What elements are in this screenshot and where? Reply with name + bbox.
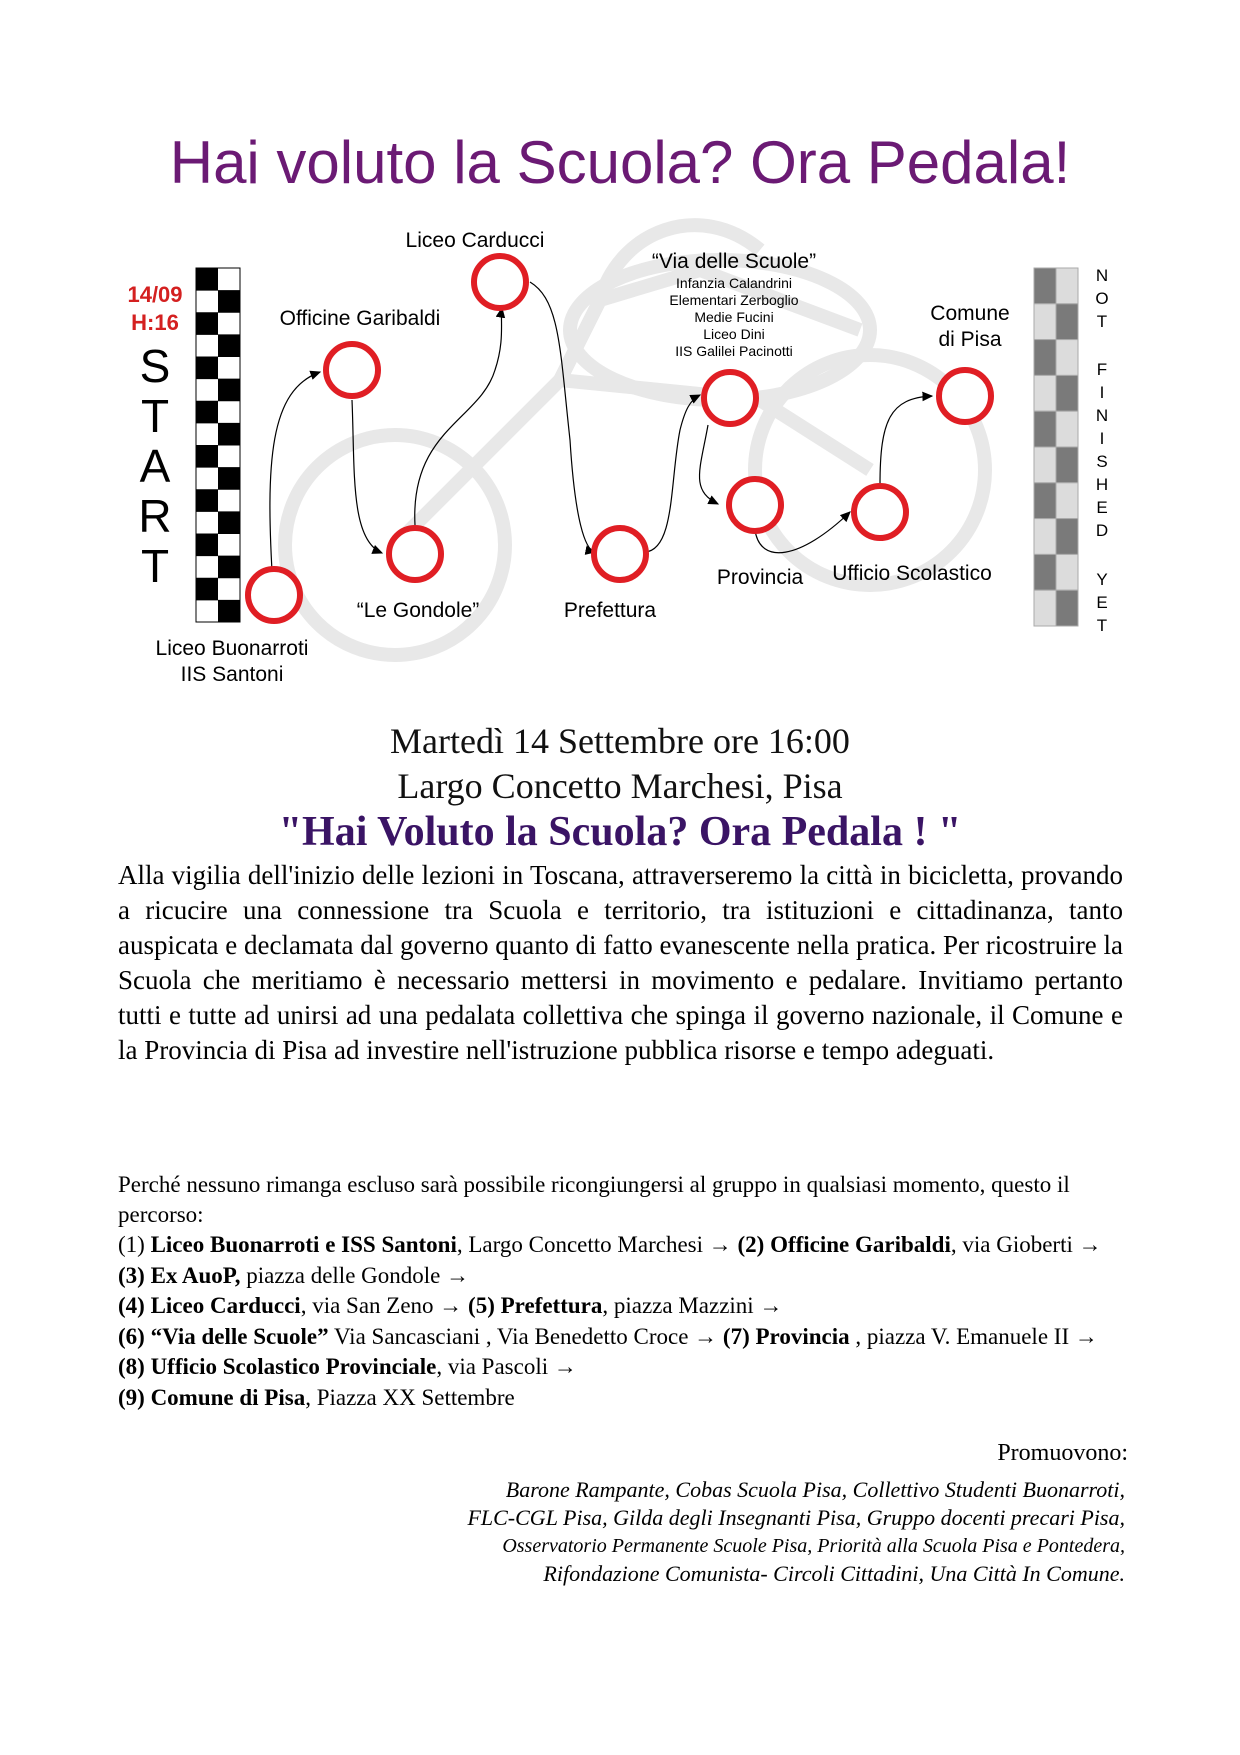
- stop-place: , via San Zeno →: [300, 1293, 463, 1318]
- stop-label-di-pisa: di Pisa: [938, 328, 1002, 351]
- cyclist-watermark-icon: [285, 225, 985, 655]
- stop-label-gondole: “Le Gondole”: [356, 599, 480, 622]
- stop-circle-buonarroti: [248, 569, 300, 621]
- event-date: Martedì 14 Settembre ore 16:00: [390, 721, 850, 761]
- stop-name: (9) Comune di Pisa: [118, 1384, 306, 1410]
- start-checkered-flag: [196, 268, 240, 623]
- flag-square: [1056, 483, 1078, 519]
- finish-label: [1095, 266, 1108, 635]
- stop-place: , Piazza XX Settembre: [305, 1384, 515, 1410]
- flag-square: [1056, 268, 1078, 304]
- flag-square: [1056, 340, 1078, 376]
- finish-letter: I: [1099, 383, 1105, 402]
- via-scuole-schools-list: [669, 275, 798, 359]
- finish-letter: H: [1095, 475, 1109, 494]
- stop-label-prefettura: Prefettura: [563, 599, 657, 622]
- start-letter: S: [139, 340, 171, 392]
- route-line: [118, 1322, 1128, 1383]
- school-name: IIS Galilei Pacinotti: [675, 343, 793, 359]
- stop-name: (6): [118, 1323, 151, 1349]
- stop-name: “Via delle Scuole”: [150, 1323, 329, 1349]
- flag-square: [1034, 340, 1056, 376]
- stop-label-ufficio: Ufficio Scolastico: [832, 562, 992, 585]
- start-letter: R: [138, 490, 172, 542]
- flag-square: [218, 290, 240, 313]
- stop-place: Via Sancasciani , Via Benedetto Croce →: [328, 1323, 718, 1349]
- stop-name: (8) Ufficio Scolastico Provinciale: [118, 1354, 437, 1379]
- promoter-line: Barone Rampante, Cobas Scuola Pisa, Collettivo Studenti Buonarroti,: [505, 1477, 1125, 1502]
- promoter-line: FLC-CGL Pisa, Gilda degli Insegnanti Pisa, Gruppo docenti precari Pisa,: [467, 1505, 1125, 1530]
- stop-circle-comune: [939, 370, 991, 422]
- stop-place: , via Pascoli →: [436, 1354, 577, 1379]
- flag-square: [1056, 519, 1078, 555]
- stop-name: Liceo Buonarroti e ISS Santoni: [150, 1232, 457, 1257]
- flag-square: [218, 379, 240, 402]
- stop-label-provincia: Provincia: [716, 566, 804, 589]
- stop-name: (5) Prefettura: [468, 1293, 603, 1318]
- stop-name: (4) Liceo Carducci: [118, 1293, 301, 1318]
- flag-square: [218, 423, 240, 446]
- flag-square: [1034, 447, 1056, 483]
- flag-square: [196, 578, 218, 601]
- flag-square: [196, 268, 218, 291]
- promoter-line: Rifondazione Comunista- Circoli Cittadini, Una Città In Comune.: [543, 1561, 1125, 1586]
- page-title: Hai voluto la Scuola? Ora Pedala!: [169, 129, 1071, 196]
- school-name: Liceo Dini: [703, 326, 765, 342]
- finish-letter: N: [1095, 406, 1109, 425]
- body-paragraph: Alla vigilia dell'inizio delle lezioni in Toscana, attraverseremo la città in bicicletta, provando a ricucire una connessione tra Scuola e territorio, tra istituzioni e cittadinanza, tanto auspicata e declamata dal governo quanto di fatto evanescente nella pratica. Per ricostruire la Scuola che meritiamo è necessario mettersi in movimento e pedalare. Invitiamo pertanto tutti e tutte ad unirsi ad una pedalata collettiva che spinga il governo nazionale, il Comune e la Provincia di Pisa ad investire nell'istruzione pubblica risorse e tempo adeguati.: [118, 860, 1123, 1065]
- finish-checkered-flag: [1034, 268, 1078, 626]
- stop-circle-carducci: [474, 256, 526, 308]
- route-line: [118, 1230, 1128, 1291]
- stop-place: , Largo Concetto Marchesi →: [456, 1232, 732, 1257]
- school-name: Medie Fucini: [694, 309, 774, 325]
- stop-number: (1): [118, 1232, 145, 1257]
- start-letter: A: [139, 440, 171, 492]
- finish-letter: O: [1095, 289, 1109, 308]
- finish-letter: D: [1095, 521, 1109, 540]
- stop-name: (3) Ex AuoP,: [118, 1262, 241, 1288]
- flag-square: [1056, 375, 1078, 411]
- flag-square: [218, 467, 240, 490]
- finish-letter: I: [1099, 429, 1105, 448]
- start-letter: T: [140, 540, 170, 592]
- stop-circle-via-scuole: [704, 372, 756, 424]
- flag-square: [1034, 590, 1056, 626]
- stop-label-via-scuole: “Via delle Scuole”: [651, 250, 817, 273]
- flag-square: [218, 600, 240, 623]
- route-line: [118, 1383, 1128, 1414]
- stop-circle-ufficio: [854, 486, 906, 538]
- flag-square: [1056, 411, 1078, 447]
- flag-square: [1056, 554, 1078, 590]
- promoters-label: Promuovono:: [997, 1440, 1128, 1466]
- stop-place: , piazza V. Emanuele II →: [849, 1323, 1098, 1349]
- stop-circle-garibaldi: [326, 344, 378, 396]
- finish-letter: S: [1096, 452, 1108, 471]
- flag-square: [1034, 304, 1056, 340]
- stop-circle-provincia: [729, 479, 781, 531]
- stop-place: , piazza Mazzini →: [602, 1293, 783, 1318]
- start-label: [138, 340, 171, 592]
- flag-square: [1056, 447, 1078, 483]
- stop-label-santoni: IIS Santoni: [180, 663, 284, 686]
- flag-square: [1056, 590, 1078, 626]
- flag-square: [1034, 483, 1056, 519]
- stop-label-carducci: Liceo Carducci: [405, 229, 545, 252]
- stop-place: piazza delle Gondole →: [240, 1262, 470, 1288]
- flag-square: [1034, 519, 1056, 555]
- event-place: Largo Concetto Marchesi, Pisa: [397, 766, 843, 806]
- stop-name: (2) Officine Garibaldi: [737, 1232, 951, 1257]
- flag-square: [196, 401, 218, 424]
- flag-square: [218, 334, 240, 357]
- flag-square: [1034, 411, 1056, 447]
- flag-square: [218, 556, 240, 579]
- start-time: H:16: [131, 310, 179, 335]
- route-line: [118, 1291, 1128, 1322]
- stop-label-comune: Comune: [930, 302, 1010, 325]
- flag-square: [1056, 304, 1078, 340]
- finish-letter: E: [1096, 498, 1108, 517]
- finish-letter: T: [1096, 312, 1108, 331]
- flag-square: [1034, 375, 1056, 411]
- finish-letter: T: [1096, 616, 1108, 635]
- start-date: 14/09: [127, 282, 183, 307]
- finish-letter: Y: [1096, 570, 1108, 589]
- route-list: [118, 1230, 1128, 1413]
- finish-letter: F: [1096, 360, 1108, 379]
- stop-label-buonarroti: Liceo Buonarroti: [155, 637, 309, 660]
- school-name: Infanzia Calandrini: [676, 275, 792, 291]
- finish-letter: E: [1096, 593, 1108, 612]
- promoter-line: Osservatorio Permanente Scuole Pisa, Priorità alla Scuola Pisa e Pontedera,: [502, 1535, 1125, 1557]
- stop-circle-gondole: [389, 528, 441, 580]
- flag-square: [218, 511, 240, 534]
- route-diagram: [0, 0, 1240, 700]
- flag-square: [196, 534, 218, 557]
- finish-letter: N: [1095, 266, 1109, 285]
- start-letter: T: [140, 390, 170, 442]
- stop-place: , via Gioberti →: [950, 1232, 1102, 1257]
- event-slogan: "Hai Voluto la Scuola? Ora Pedala ! ": [278, 809, 962, 855]
- school-name: Elementari Zerboglio: [669, 292, 799, 308]
- flag-square: [196, 357, 218, 380]
- stop-name: (7) Provincia: [722, 1323, 850, 1349]
- flag-square: [196, 489, 218, 512]
- stop-label-garibaldi: Officine Garibaldi: [279, 307, 441, 330]
- flag-square: [1034, 268, 1056, 304]
- flag-square: [1034, 554, 1056, 590]
- flag-square: [196, 312, 218, 335]
- flag-square: [196, 445, 218, 468]
- route-intro: Perché nessuno rimanga escluso sarà possibile ricongiungersi al gruppo in qualsiasi momento, questo il percorso:: [118, 1172, 1070, 1227]
- stop-circle-prefettura: [594, 528, 646, 580]
